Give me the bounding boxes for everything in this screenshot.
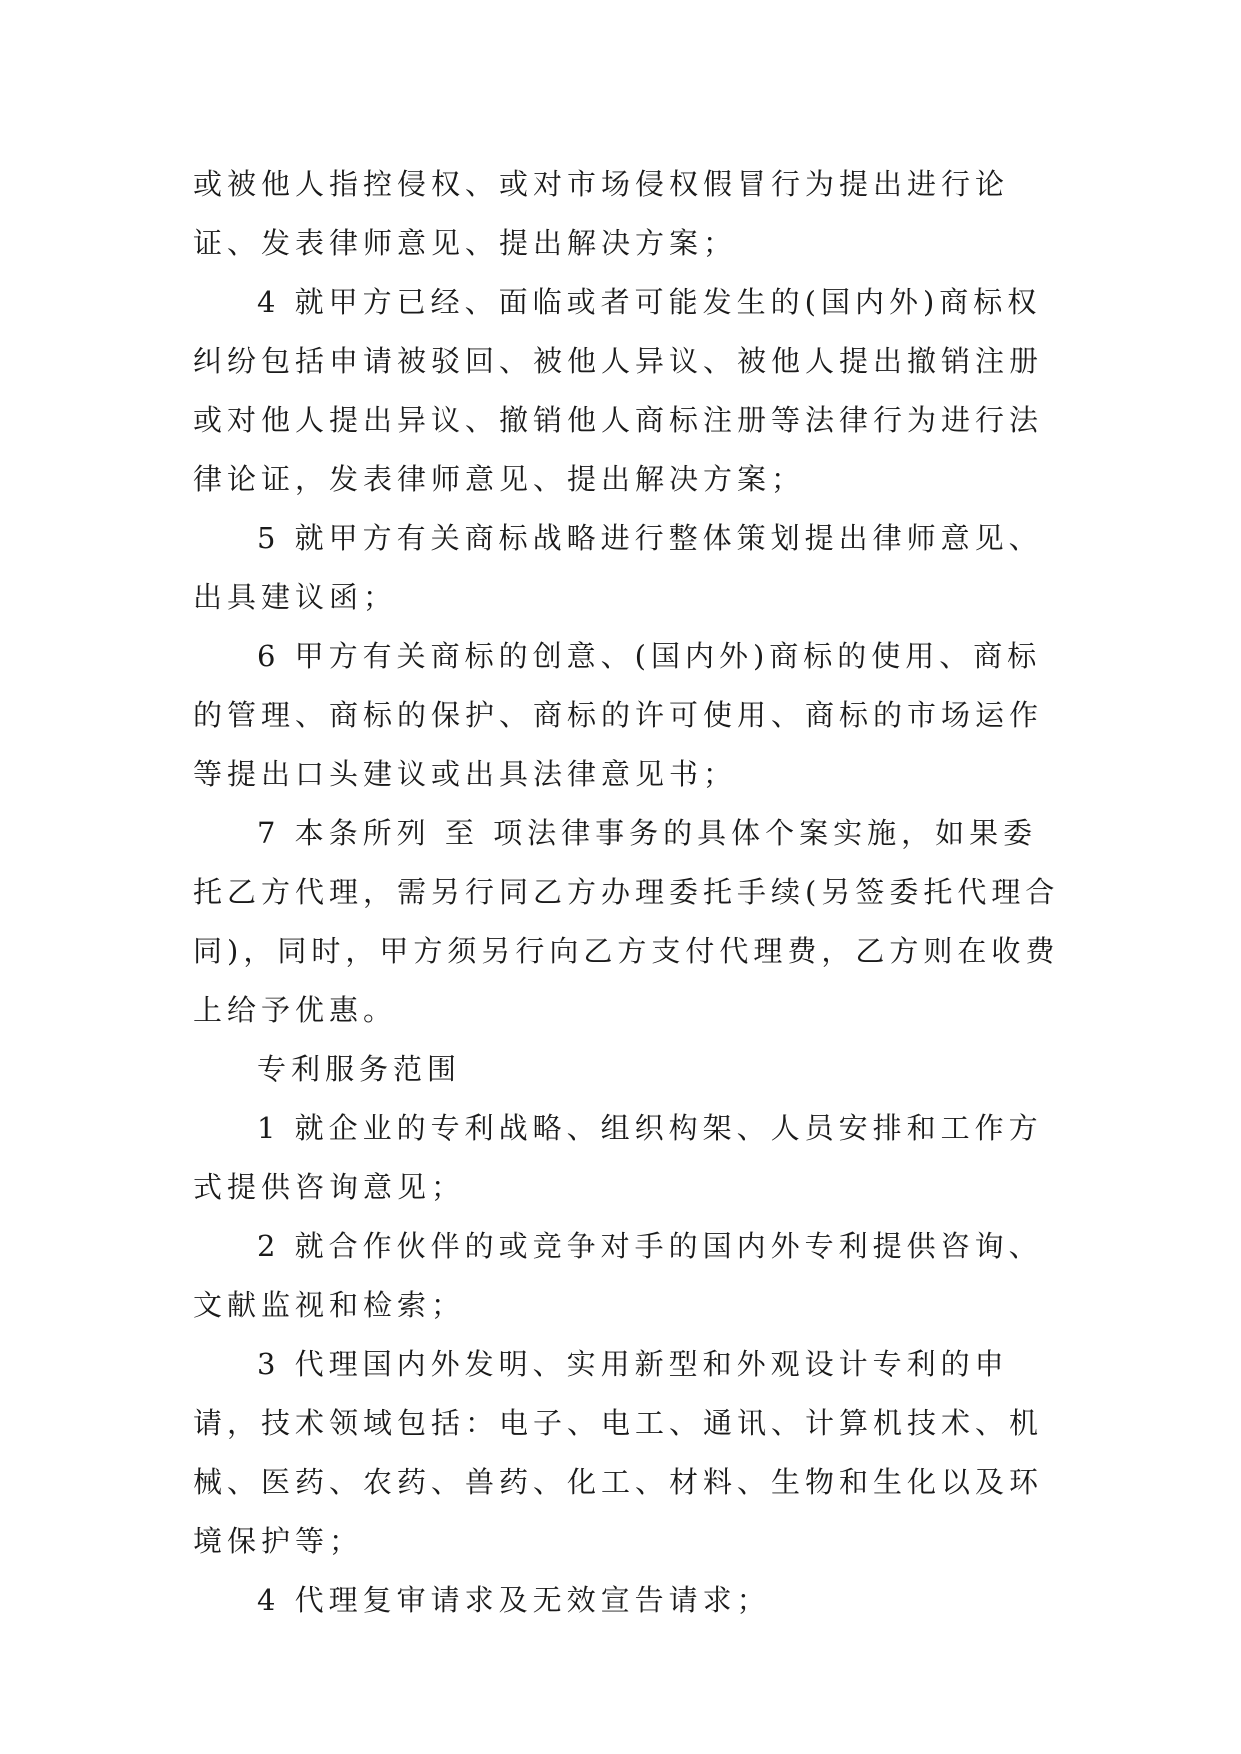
paragraph-trademark-item-6: 6 甲方有关商标的创意、(国内外)商标的使用、商标的管理、商标的保护、商标的许可使用、商标的市场运作等提出口头建议或出具法律意见书； (193, 639, 1044, 791)
section-heading-patent: 专利服务范围 (257, 1052, 462, 1086)
paragraph-trademark-item-4: 4 就甲方已经、面临或者可能发生的(国内外)商标权纠纷包括申请被驳回、被他人异议、被他人提出撤销注册或对他人提出异议、撤销他人商标注册等法律行为进行法律论证，发表律师意见、提出解决方案； (193, 285, 1044, 496)
paragraph-patent-item-4: 4 代理复审请求及无效宣告请求； (257, 1583, 771, 1617)
document-body (193, 155, 1063, 1630)
paragraph-trademark-item-7: 7 本条所列 至 项法律事务的具体个案实施，如果委托乙方代理，需另行同乙方办理委托手续(另签委托代理合同)，同时，甲方须另行向乙方支付代理费，乙方则在收费上给予优惠。 (193, 816, 1060, 1027)
paragraph-patent-item-3: 3 代理国内外发明、实用新型和外观设计专利的申请，技术领域包括：电子、电工、通讯、计算机技术、机械、医药、农药、兽药、化工、材料、生物和生化以及环境保护等； (193, 1347, 1044, 1558)
paragraph-patent-item-2: 2 就合作伙伴的或竞争对手的国内外专利提供咨询、文献监视和检索； (193, 1229, 1043, 1322)
paragraph-continuation: 或被他人指控侵权、或对市场侵权假冒行为提出进行论证、发表律师意见、提出解决方案； (193, 167, 1010, 260)
paragraph-patent-item-1: 1 就企业的专利战略、组织构架、人员安排和工作方式提供咨询意见； (193, 1111, 1043, 1204)
paragraph-trademark-item-5: 5 就甲方有关商标战略进行整体策划提出律师意见、出具建议函； (193, 521, 1043, 614)
